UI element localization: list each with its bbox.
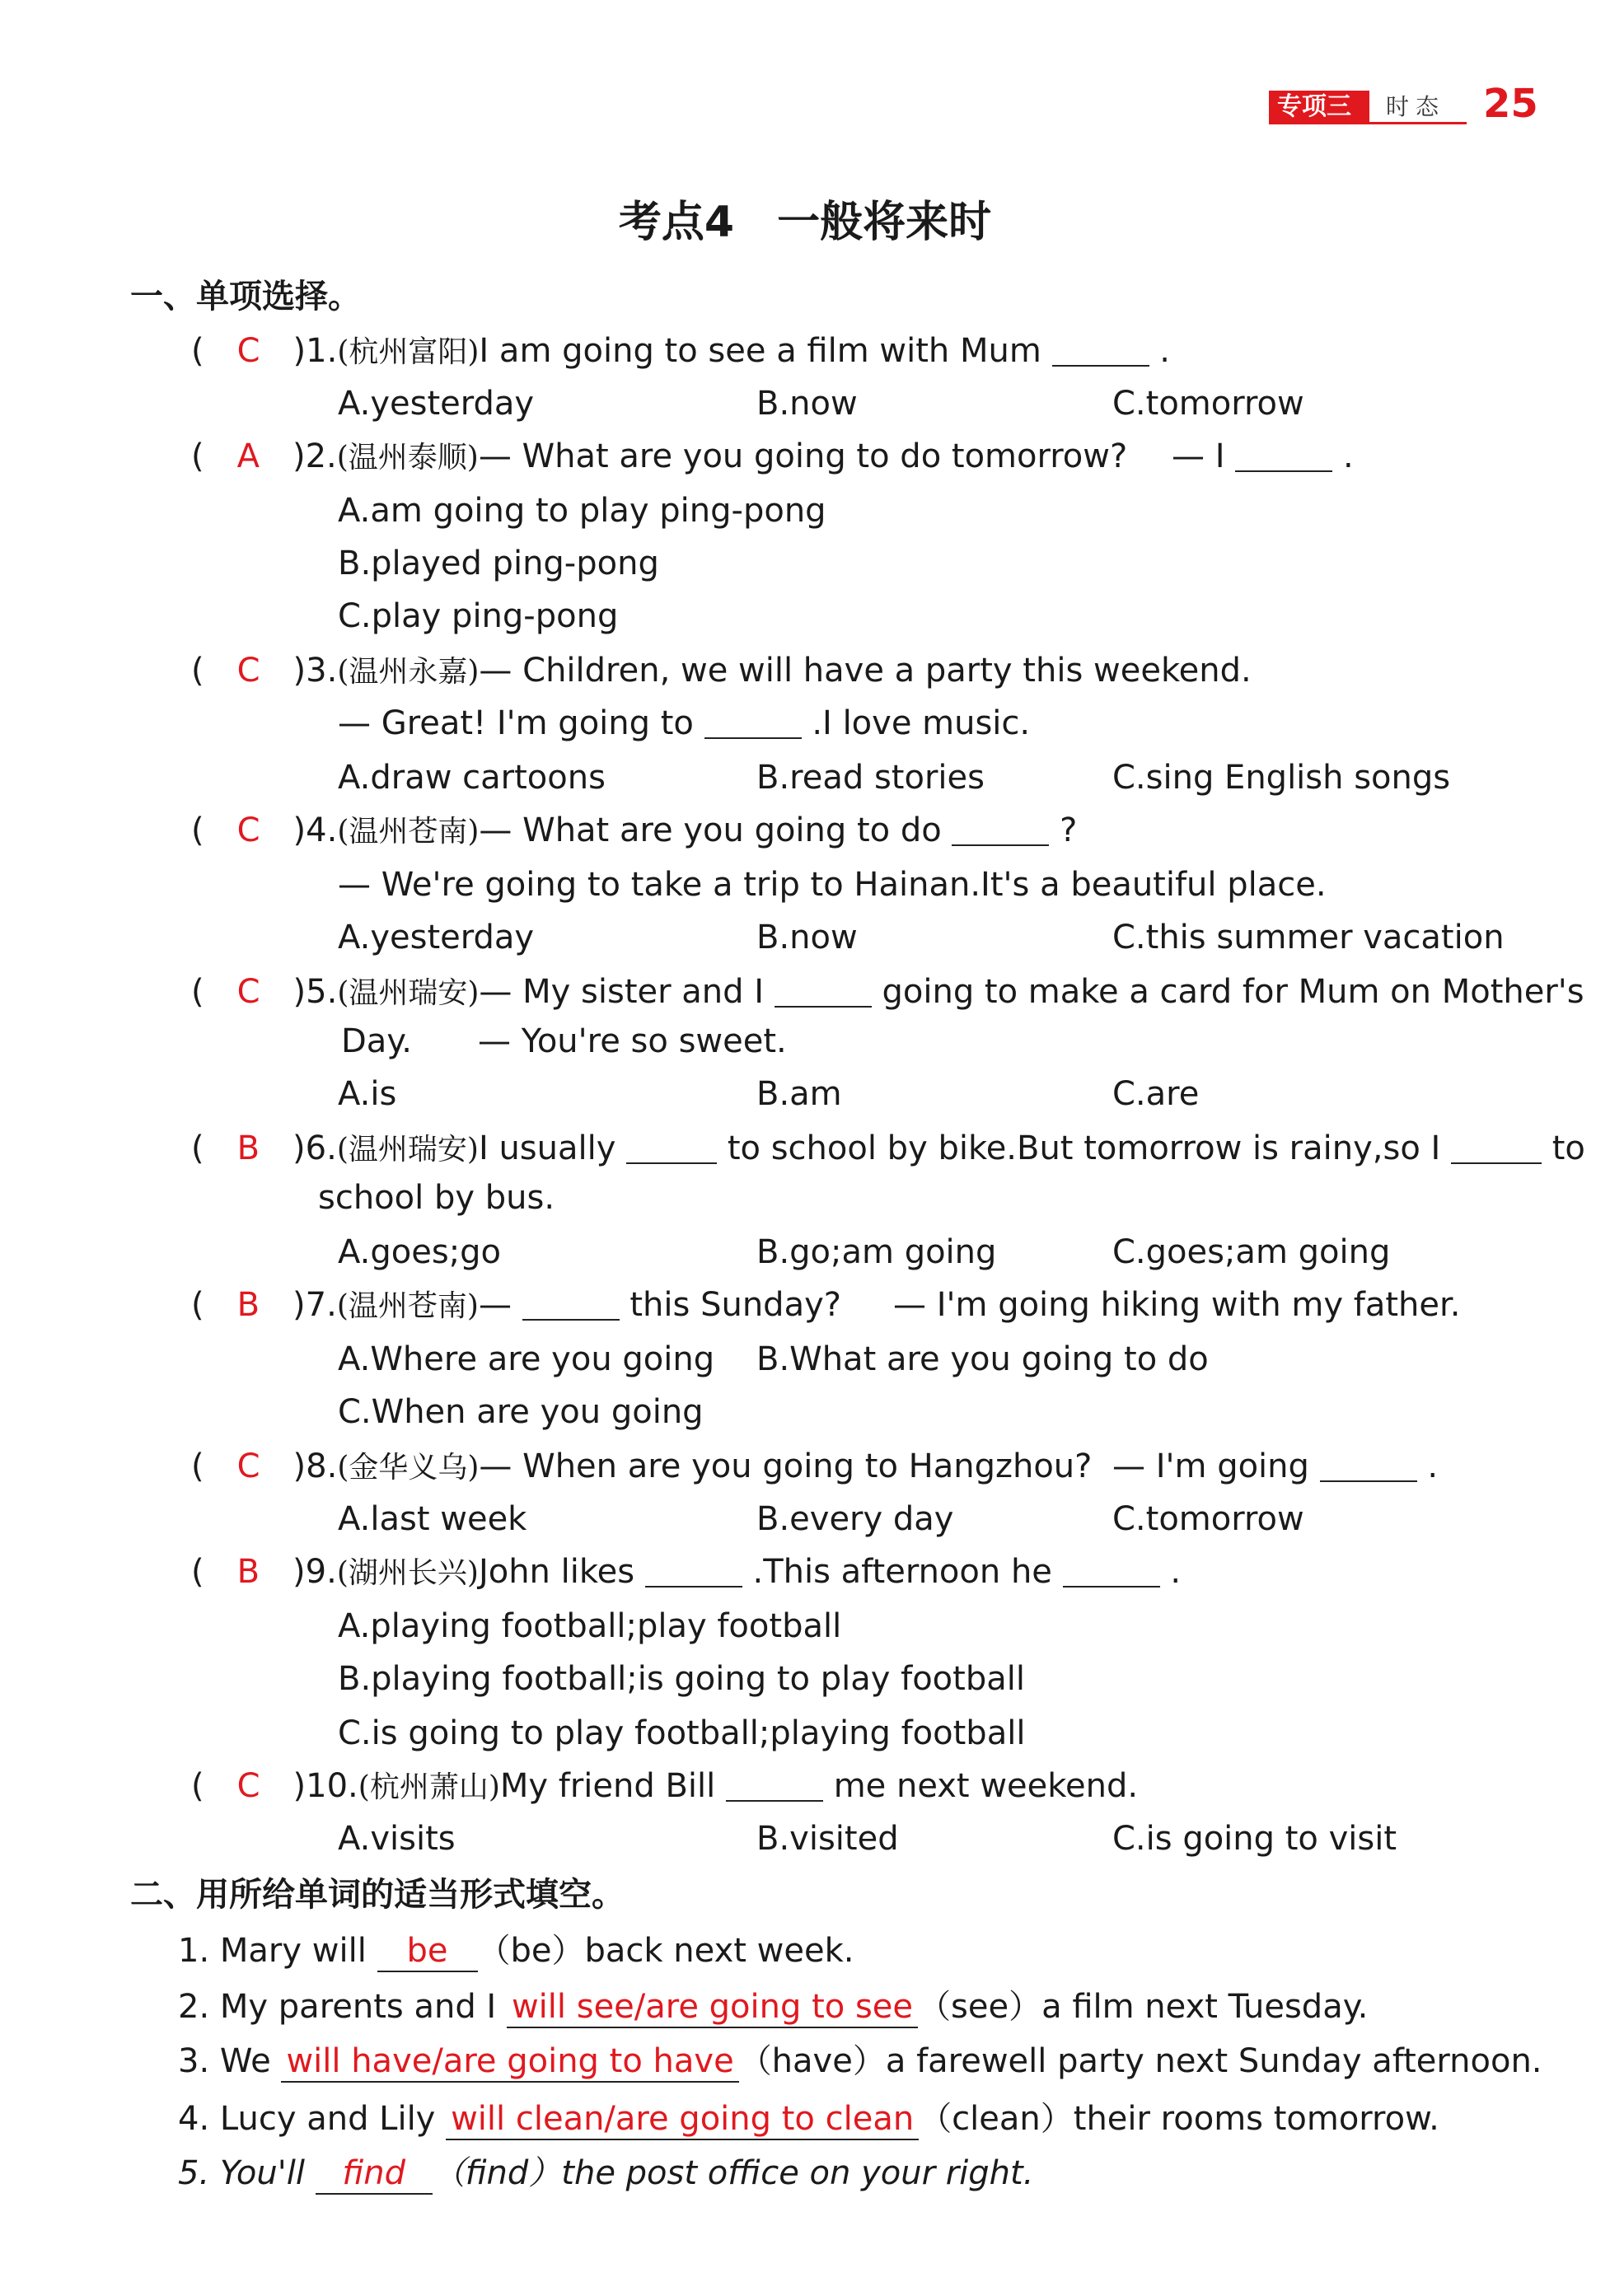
blank [704, 704, 802, 739]
question-3-line2: — Great! I'm going to .I love music. [338, 704, 1031, 742]
question-7-reply: — I'm going hiking with my father. [893, 1286, 1461, 1324]
answer-6: B [236, 1129, 260, 1167]
answer-1: C [236, 332, 260, 370]
option-c: C.sing English songs [1112, 759, 1451, 797]
option-c: C.tomorrow [1112, 1500, 1304, 1538]
option-b: B.played ping-pong [338, 545, 659, 582]
option-a: A.last week [338, 1500, 527, 1538]
question-7: ( B )7.(温州苍南)— this Sunday? [191, 1286, 841, 1324]
question-6-line2: school by bus. [318, 1179, 555, 1217]
blank [1451, 1129, 1542, 1164]
question-6: ( B )6.(温州瑞安)I usually to school by bike.But tomorrow is rainy,so I to [191, 1129, 1585, 1167]
page-number: 25 [1483, 81, 1538, 127]
header-underline [1269, 122, 1467, 124]
fill-answer-4: will clean/are going to clean [446, 2099, 919, 2140]
option-b: B.visited [756, 1820, 899, 1858]
option-a: A.draw cartoons [338, 759, 606, 797]
page-title: 考点4 一般将来时 [618, 198, 992, 247]
blank [1052, 332, 1149, 367]
blank [1235, 437, 1332, 472]
blank [645, 1553, 742, 1588]
option-a: A.Where are you going [338, 1340, 715, 1378]
blank [952, 811, 1049, 846]
part1-heading: 一、单项选择。 [130, 278, 361, 316]
blank [775, 973, 872, 1008]
question-4: ( C )4.(温州苍南)— What are you going to do ? [191, 811, 1078, 849]
option-b: B.read stories [756, 759, 985, 797]
option-b: B.now [756, 385, 858, 423]
option-b: B.every day [756, 1500, 954, 1538]
fill-item-3: 3. We will have/are going to have （have）a farewell party next Sunday afternoon. [178, 2041, 1542, 2083]
section-sub-label: 时态 [1386, 93, 1446, 120]
blank [1063, 1553, 1160, 1588]
question-10: ( C )10.(杭州萧山)My friend Bill me next weekend. [191, 1767, 1139, 1805]
answer-4: C [236, 811, 260, 849]
blank [626, 1129, 717, 1164]
question-9: ( B )9.(湖州长兴)John likes .This afternoon he . [191, 1553, 1182, 1591]
option-a: A.playing football;play football [338, 1607, 842, 1645]
option-b: B.playing football;is going to play football [338, 1660, 1025, 1698]
blank [726, 1767, 823, 1802]
option-a: A.am going to play ping-pong [338, 492, 826, 530]
option-a: A.visits [338, 1820, 456, 1858]
question-8-reply: — I'm going . [1112, 1447, 1439, 1485]
option-b: B.am [756, 1075, 842, 1113]
option-a: A.yesterday [338, 385, 535, 423]
fill-answer-1: be [377, 1931, 478, 1972]
question-3: ( C )3.(温州永嘉)— Children, we will have a party this weekend. [191, 652, 1252, 690]
fill-item-5: 5. You'll find （find）the post office on your right. [178, 2153, 1033, 2195]
option-c: C.play ping-pong [338, 597, 619, 635]
fill-item-1: 1. Mary will be （be）back next week. [178, 1931, 854, 1972]
option-b: B.What are you going to do [756, 1340, 1209, 1378]
option-b: B.go;am going [756, 1233, 997, 1271]
answer-3: C [236, 652, 260, 690]
option-a: A.is [338, 1075, 397, 1113]
option-b: B.now [756, 919, 858, 956]
answer-2: A [236, 437, 260, 475]
part2-heading: 二、用所给单词的适当形式填空。 [130, 1876, 625, 1914]
question-5: ( C )5.(温州瑞安)— My sister and I going to make a card for Mum on Mother's [191, 973, 1584, 1011]
answer-7: B [236, 1286, 260, 1324]
option-c: C.this summer vacation [1112, 919, 1505, 956]
blank [522, 1286, 620, 1321]
answer-5: C [236, 973, 260, 1011]
answer-10: C [236, 1767, 260, 1805]
question-1: ( C )1.(杭州富阳)I am going to see a film with Mum . [191, 332, 1170, 370]
fill-answer-3: will have/are going to have [281, 2041, 738, 2083]
option-c: C.tomorrow [1112, 385, 1304, 423]
option-a: A.goes;go [338, 1233, 502, 1271]
answer-9: B [236, 1553, 260, 1591]
option-c: C.When are you going [338, 1393, 704, 1431]
answer-8: C [236, 1447, 260, 1485]
question-5-line2: Day. — You're so sweet. [341, 1022, 787, 1060]
option-c: C.goes;am going [1112, 1233, 1391, 1271]
section-label: 专项三 [1277, 92, 1351, 121]
question-2: ( A )2.(温州泰顺)— What are you going to do tomorrow? [191, 437, 1128, 475]
option-c: C.is going to visit [1112, 1820, 1397, 1858]
blank [1320, 1447, 1417, 1482]
fill-answer-2: will see/are going to see [507, 1987, 918, 2028]
question-4-reply: — We're going to take a trip to Hainan.It's a beautiful place. [338, 866, 1327, 904]
fill-item-4: 4. Lucy and Lily will clean/are going to clean （clean）their rooms tomorrow. [178, 2099, 1439, 2140]
option-c: C.are [1112, 1075, 1200, 1113]
fill-item-2: 2. My parents and I will see/are going to see （see）a film next Tuesday. [178, 1987, 1368, 2028]
question-8: ( C )8.(金华义乌)— When are you going to Hangzhou? [191, 1447, 1093, 1485]
option-c: C.is going to play football;playing football [338, 1714, 1026, 1752]
fill-answer-5: find [316, 2153, 433, 2195]
option-a: A.yesterday [338, 919, 535, 956]
question-2-reply: — I . [1172, 437, 1354, 475]
